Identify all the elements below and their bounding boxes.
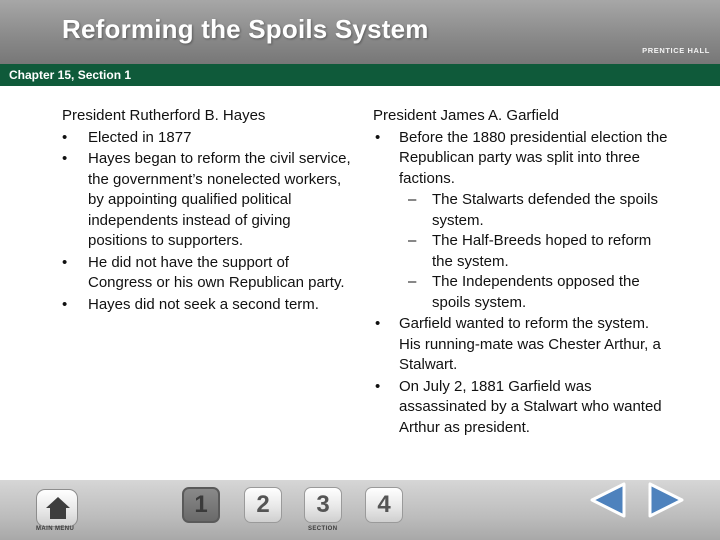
dash: – xyxy=(408,191,417,208)
list-item-text: Before the 1880 presidential election the Republican party was split into three factions. xyxy=(399,128,668,187)
sub-list-item xyxy=(373,272,673,313)
bullet: • xyxy=(62,150,68,167)
list-item xyxy=(373,128,673,190)
chapter-section-label: Chapter 15, Section 1 xyxy=(9,68,132,82)
bullet: • xyxy=(62,295,68,313)
section-1-button[interactable]: 1 xyxy=(182,487,220,523)
list-item xyxy=(62,295,354,316)
header-bar xyxy=(0,0,720,64)
right-column-heading: President James A. Garfield xyxy=(373,107,559,124)
sub-list-item xyxy=(373,190,673,231)
list-item-text: On July 2, 1881 Garfield was assassinated by a Stalwart who wanted Arthur as president. xyxy=(399,377,662,436)
chapter-bar xyxy=(0,64,720,86)
section-3-button[interactable]: 3 xyxy=(304,487,342,523)
sub-list-item-text: The Stalwarts defended the spoils system. xyxy=(432,191,658,229)
section-4-button[interactable]: 4 xyxy=(365,487,403,523)
left-column-heading: President Rutherford B. Hayes xyxy=(62,107,266,124)
publisher-logo xyxy=(636,40,716,60)
list-item-text: Hayes began to reform the civil service, the government’s nonelected workers, by appointing qualified political independents instead of giving positions to supporters. xyxy=(88,150,351,249)
publisher-logo-text: PRENTICE HALL xyxy=(642,45,710,55)
dash: – xyxy=(408,232,417,249)
dash: – xyxy=(408,273,417,290)
next-button[interactable] xyxy=(646,482,686,518)
list-item xyxy=(373,314,673,376)
home-icon xyxy=(44,495,72,521)
section-label: SECTION xyxy=(308,526,338,532)
sub-list-item xyxy=(373,231,673,272)
bullet: • xyxy=(375,377,381,395)
bullet: • xyxy=(375,128,381,146)
bullet: • xyxy=(375,315,381,332)
main-menu-label: MAIN MENU xyxy=(36,526,75,532)
bullet: • xyxy=(62,253,68,271)
previous-button[interactable] xyxy=(588,482,628,518)
arrow-left-icon xyxy=(588,482,628,518)
bullet: • xyxy=(62,128,68,146)
sub-list-item-text: The Independents opposed the spoils system. xyxy=(432,273,640,311)
list-item xyxy=(62,149,354,252)
list-item-text: He did not have the support of Congress or his own Republican party. xyxy=(88,253,345,291)
right-column xyxy=(373,106,673,439)
arrow-right-icon xyxy=(646,482,686,518)
list-item xyxy=(373,377,673,439)
left-column xyxy=(62,106,354,316)
list-item xyxy=(62,253,354,294)
main-menu-button[interactable] xyxy=(36,489,78,527)
list-item-text: Hayes did not seek a second term. xyxy=(88,295,319,313)
sub-list-item-text: The Half-Breeds hoped to reform the system. xyxy=(432,232,652,270)
list-item-text: Elected in 1877 xyxy=(88,128,192,146)
list-item-text: Garfield wanted to reform the system. His running-mate was Chester Arthur, a Stalwart. xyxy=(399,315,661,373)
section-2-button[interactable]: 2 xyxy=(244,487,282,523)
page-title: Reforming the Spoils System xyxy=(62,14,429,44)
list-item xyxy=(62,128,354,149)
